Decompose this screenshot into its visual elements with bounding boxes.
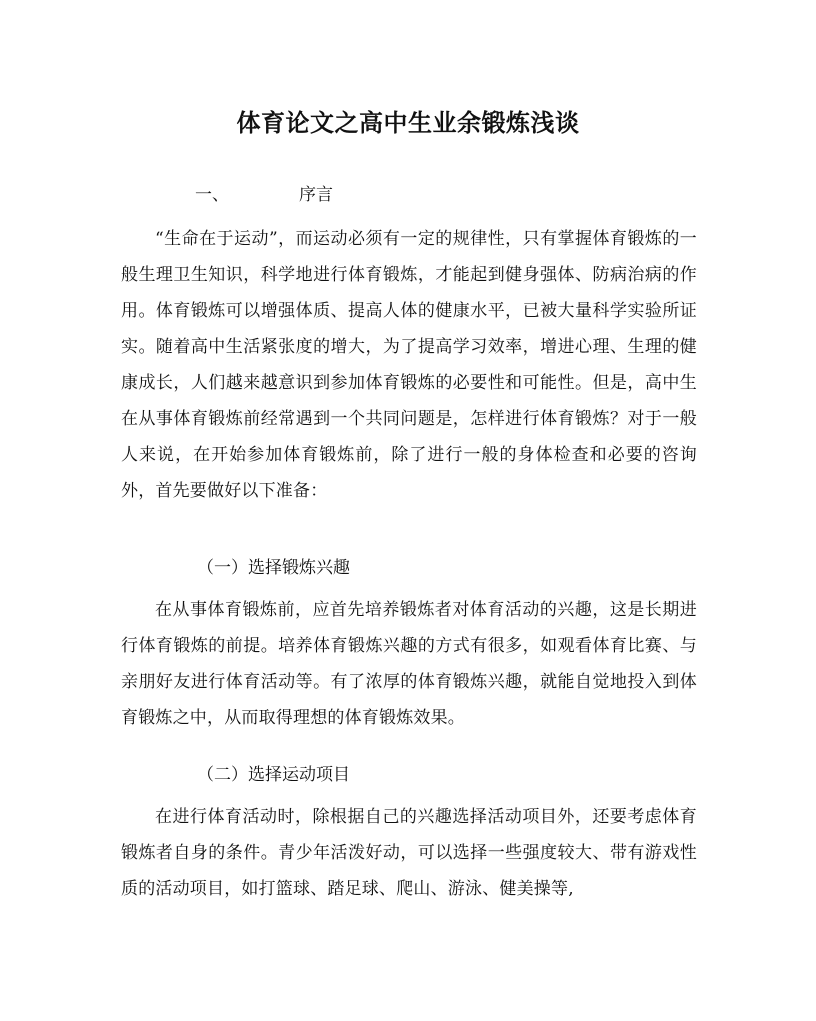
section-number: 一、 [195,185,229,205]
project-paragraph: 在进行体育活动时，除根据自己的兴趣选择活动项目外，还要考虑体育锻炼者自身的条件。青少年活泼好动，可以选择一些强度较大、带有游戏性质的活动项目，如打篮球、踏足球、爬山、游泳、健美操等, [121,807,697,899]
section-heading [195,180,333,210]
document-title: 体育论文之高中生业余锻炼浅谈 [236,108,580,137]
subheading-choose-interest: （一）选择锻炼兴趣 [197,558,350,578]
section-title: 序言 [299,185,333,205]
subheading-choose-project: （二）选择运动项目 [197,765,350,785]
intro-paragraph: “生命在于运动”，而运动必须有一定的规律性，只有掌握体育锻炼的一般生理卫生知识，科学地进行体育锻炼，才能起到健身强体、防病治病的作用。体育锻炼可以增强体质、提高人体的健康水平，已被大量科学实验所证实。随着高中生活紧张度的增大，为了提高学习效率，增进心理、生理的健康成长，人们越来越意识到参加体育锻炼的必要性和可能性。但是，高中生在从事体育锻炼前经常遇到一个共同问题是，怎样进行体育锻炼？对于一般人来说，在开始参加体育锻炼前，除了进行一般的身体检查和必要的咨询外，首先要做好以下准备： [121,229,697,501]
interest-paragraph: 在从事体育锻炼前，应首先培养锻炼者对体育活动的兴趣，这是长期进行体育锻炼的前提。培养体育锻炼兴趣的方式有很多，如观看体育比赛、与亲朋好友进行体育活动等。有了浓厚的体育锻炼兴趣，就能自觉地投入到体育锻炼之中，从而取得理想的体育锻炼效果。 [121,600,697,728]
